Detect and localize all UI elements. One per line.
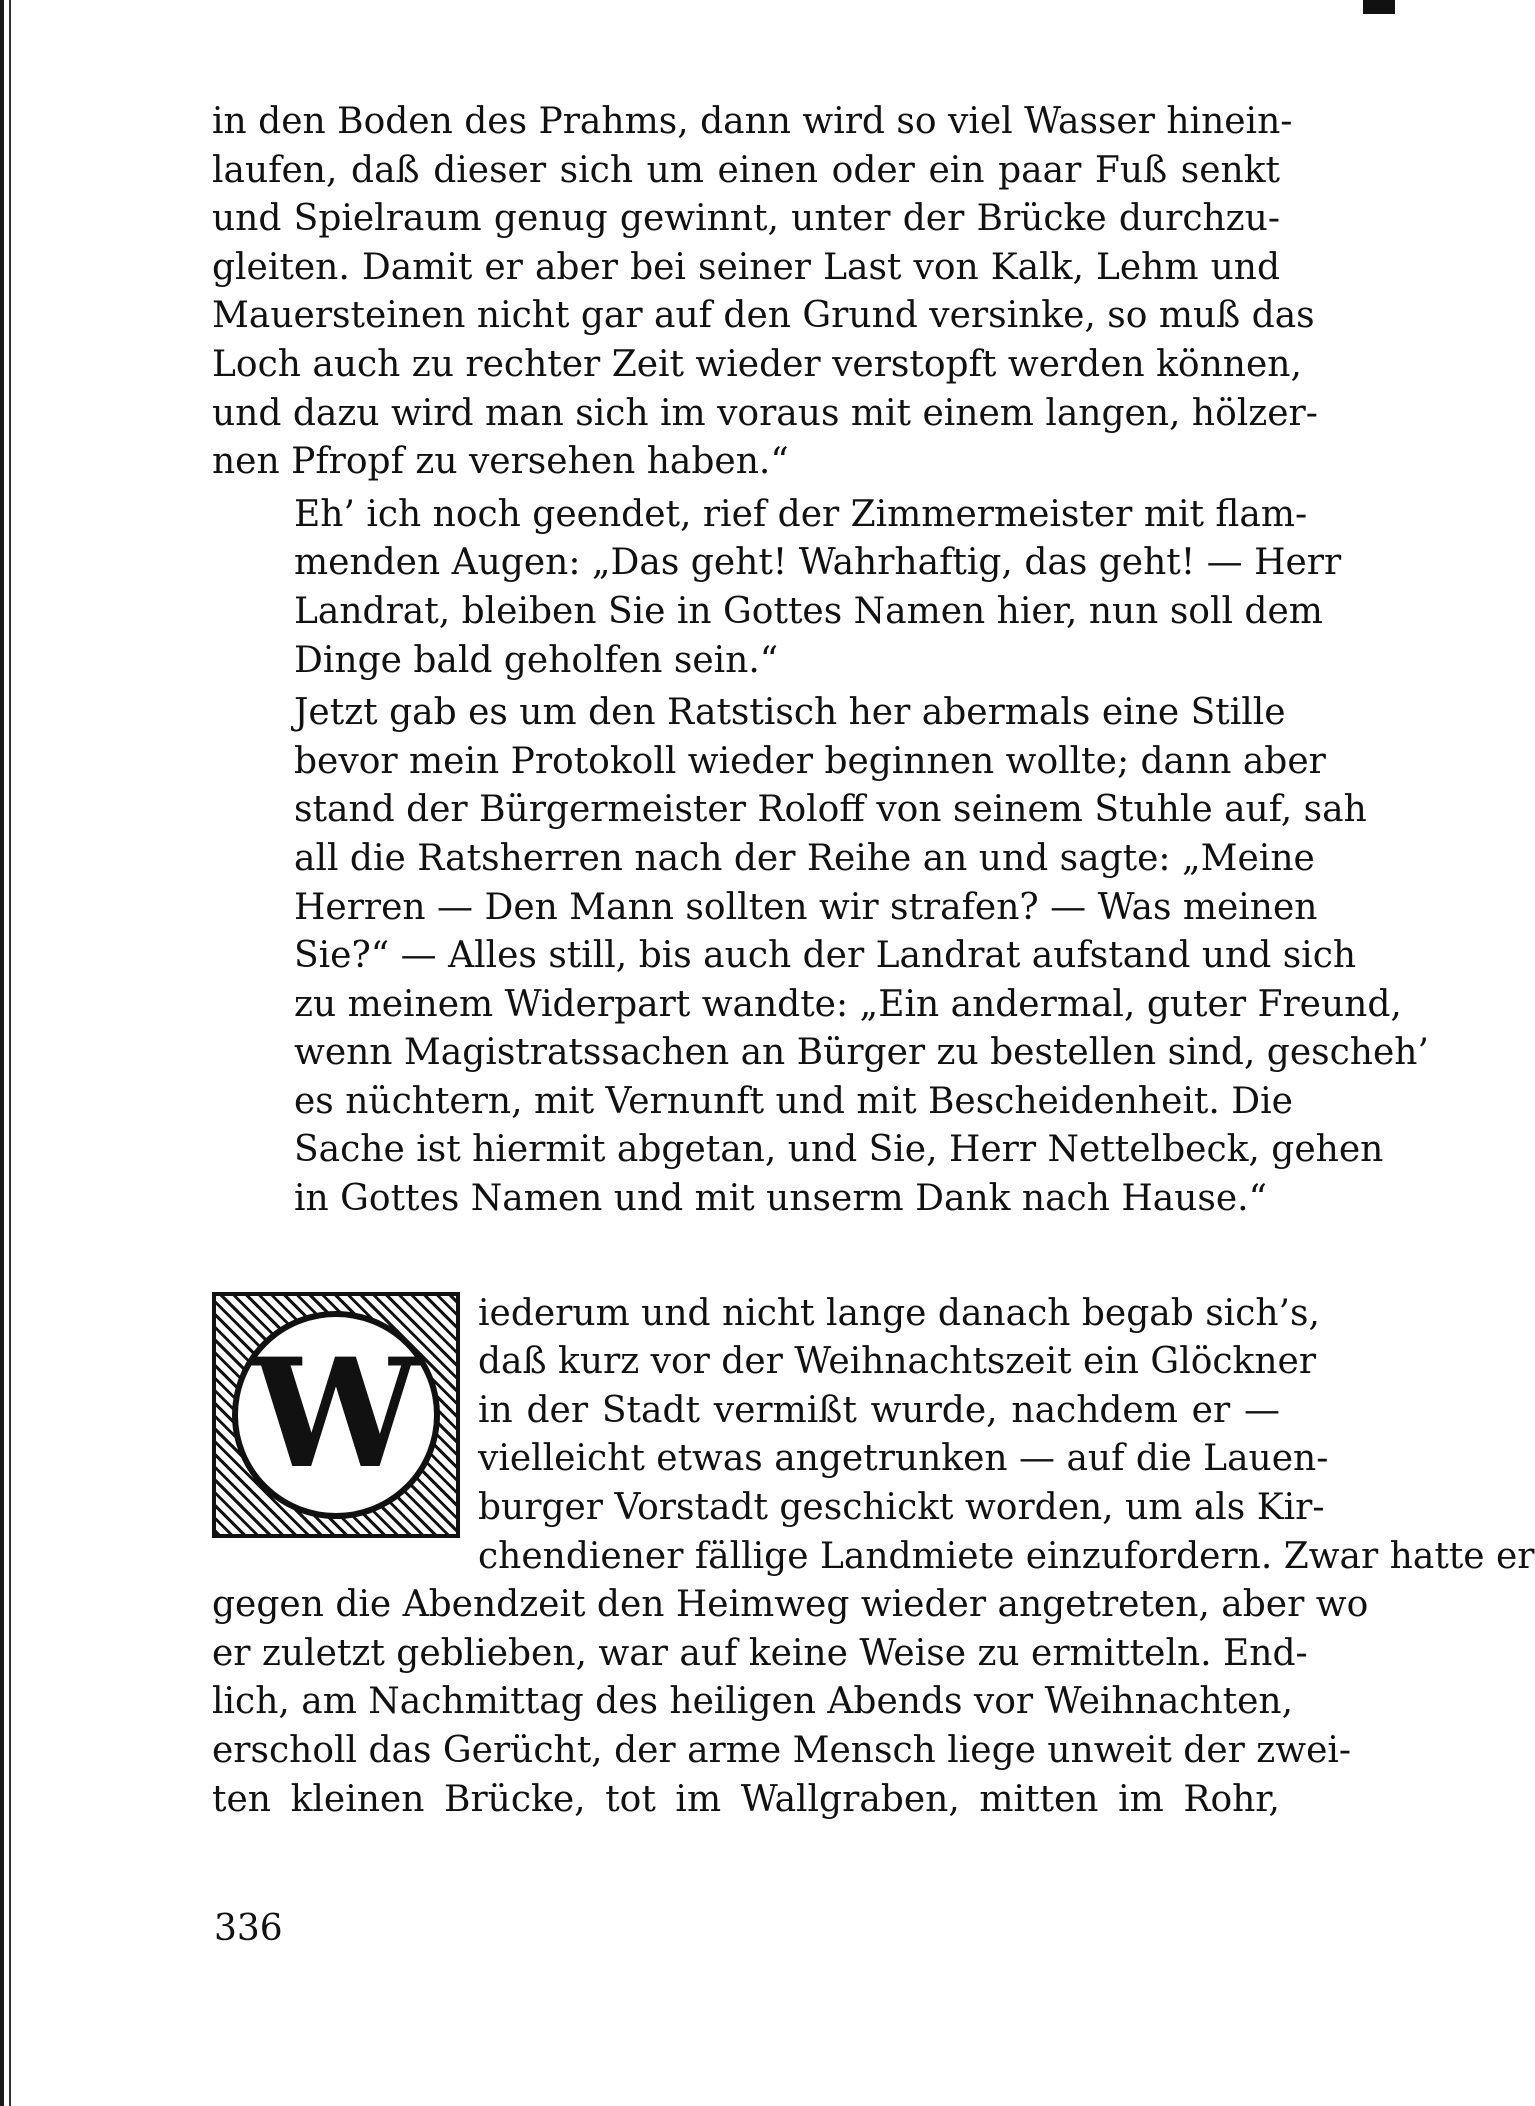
text-line: burger Vorstadt geschickt worden, um als Kir- xyxy=(478,1487,1325,1529)
text-line: und Spielraum genug gewinnt, unter der Brücke durchzu- xyxy=(212,198,1280,240)
page-body xyxy=(212,98,1535,1824)
text-line: stand der Bürgermeister Roloff von seinem Stuhle auf, sah xyxy=(294,789,1367,831)
text-line: erscholl das Gerücht, der arme Mensch liege unweit der zwei- xyxy=(212,1730,1352,1771)
page-edge xyxy=(0,0,20,2106)
text-line: Sie?“ — Alles still, bis auch der Landrat aufstand und sich xyxy=(294,935,1357,977)
text-line: Eh’ ich noch geendet, rief der Zimmermeister mit flam- xyxy=(294,493,1308,535)
decorated-initial xyxy=(212,1292,460,1538)
text-line: und dazu wird man sich im voraus mit einem langen, hölzer- xyxy=(212,392,1318,434)
text-line: es nüchtern, mit Vernunft und mit Bescheidenheit. Die xyxy=(294,1080,1293,1122)
text-line: Loch auch zu rechter Zeit wieder verstopft werden können, xyxy=(212,343,1302,385)
text-line: in Gottes Namen und mit unserm Dank nach Hause.“ xyxy=(294,1178,1268,1220)
text-line: Sache ist hiermit abgetan, und Sie, Herr Nettelbeck, gehen xyxy=(294,1129,1384,1171)
text-line: lich, am Nachmittag des heiligen Abends vor Weihnachten, xyxy=(212,1681,1294,1723)
text-line: iederum und nicht lange danach begab sich’s, xyxy=(478,1292,1320,1334)
text-line: menden Augen: „Das geht! Wahrhaftig, das geht! — Herr xyxy=(294,542,1342,584)
paragraph-1 xyxy=(212,98,1318,487)
text-line: zu meinem Widerpart wandte: „Ein andermal, guter Freund, xyxy=(294,983,1402,1025)
paragraph-2 xyxy=(212,491,1342,685)
corner-mark xyxy=(1363,0,1395,14)
text-line: wenn Magistratssachen an Bürger zu bestellen sind, gescheh’ xyxy=(294,1032,1429,1074)
text-line: Jetzt gab es um den Ratstisch her abermals eine Stille xyxy=(294,692,1286,734)
text-line: Herren — Den Mann sollten wir strafen? — Was meinen xyxy=(294,886,1318,928)
text-line: daß kurz vor der Weihnachtszeit ein Glöckner xyxy=(478,1341,1317,1383)
text-line: er zuletzt geblieben, war auf keine Weise zu ermitteln. End- xyxy=(212,1632,1308,1674)
text-line: gleiten. Damit er aber bei seiner Last von Kalk, Lehm und xyxy=(212,246,1280,288)
new-section xyxy=(212,1290,1535,1825)
text-line: Mauersteinen nicht gar auf den Grund versinke, so muß das xyxy=(212,295,1315,337)
text-line: ten kleinen Brücke, tot im Wallgraben, mitten im Rohr, xyxy=(212,1778,1280,1820)
text-line: Landrat, bleiben Sie in Gottes Namen hier, nun soll dem xyxy=(294,590,1323,632)
text-line: chendiener fällige Landmiete einzufordern. Zwar hatte er xyxy=(478,1535,1535,1577)
initial-letter: W xyxy=(232,1311,440,1519)
text-line: bevor mein Protokoll wieder beginnen wollte; dann aber xyxy=(294,740,1326,782)
page-number: 336 xyxy=(214,1908,283,1949)
text-line: gegen die Abendzeit den Heimweg wieder angetreten, aber wo xyxy=(212,1584,1369,1626)
text-line: nen Pfropf zu versehen haben.“ xyxy=(212,441,789,483)
text-line: Dinge bald geholfen sein.“ xyxy=(294,639,779,681)
text-line: all die Ratsherren nach der Reihe an und sagte: „Meine xyxy=(294,837,1315,879)
paragraph-3 xyxy=(212,689,1429,1224)
text-line: in den Boden des Prahms, dann wird so viel Wasser hinein- xyxy=(212,101,1293,142)
text-line: in der Stadt vermißt wurde, nachdem er — xyxy=(478,1389,1280,1431)
text-line: laufen, daß dieser sich um einen oder ein paar Fuß senkt xyxy=(212,149,1280,191)
text-line: vielleicht etwas angetrunken — auf die Lauen- xyxy=(478,1438,1329,1480)
